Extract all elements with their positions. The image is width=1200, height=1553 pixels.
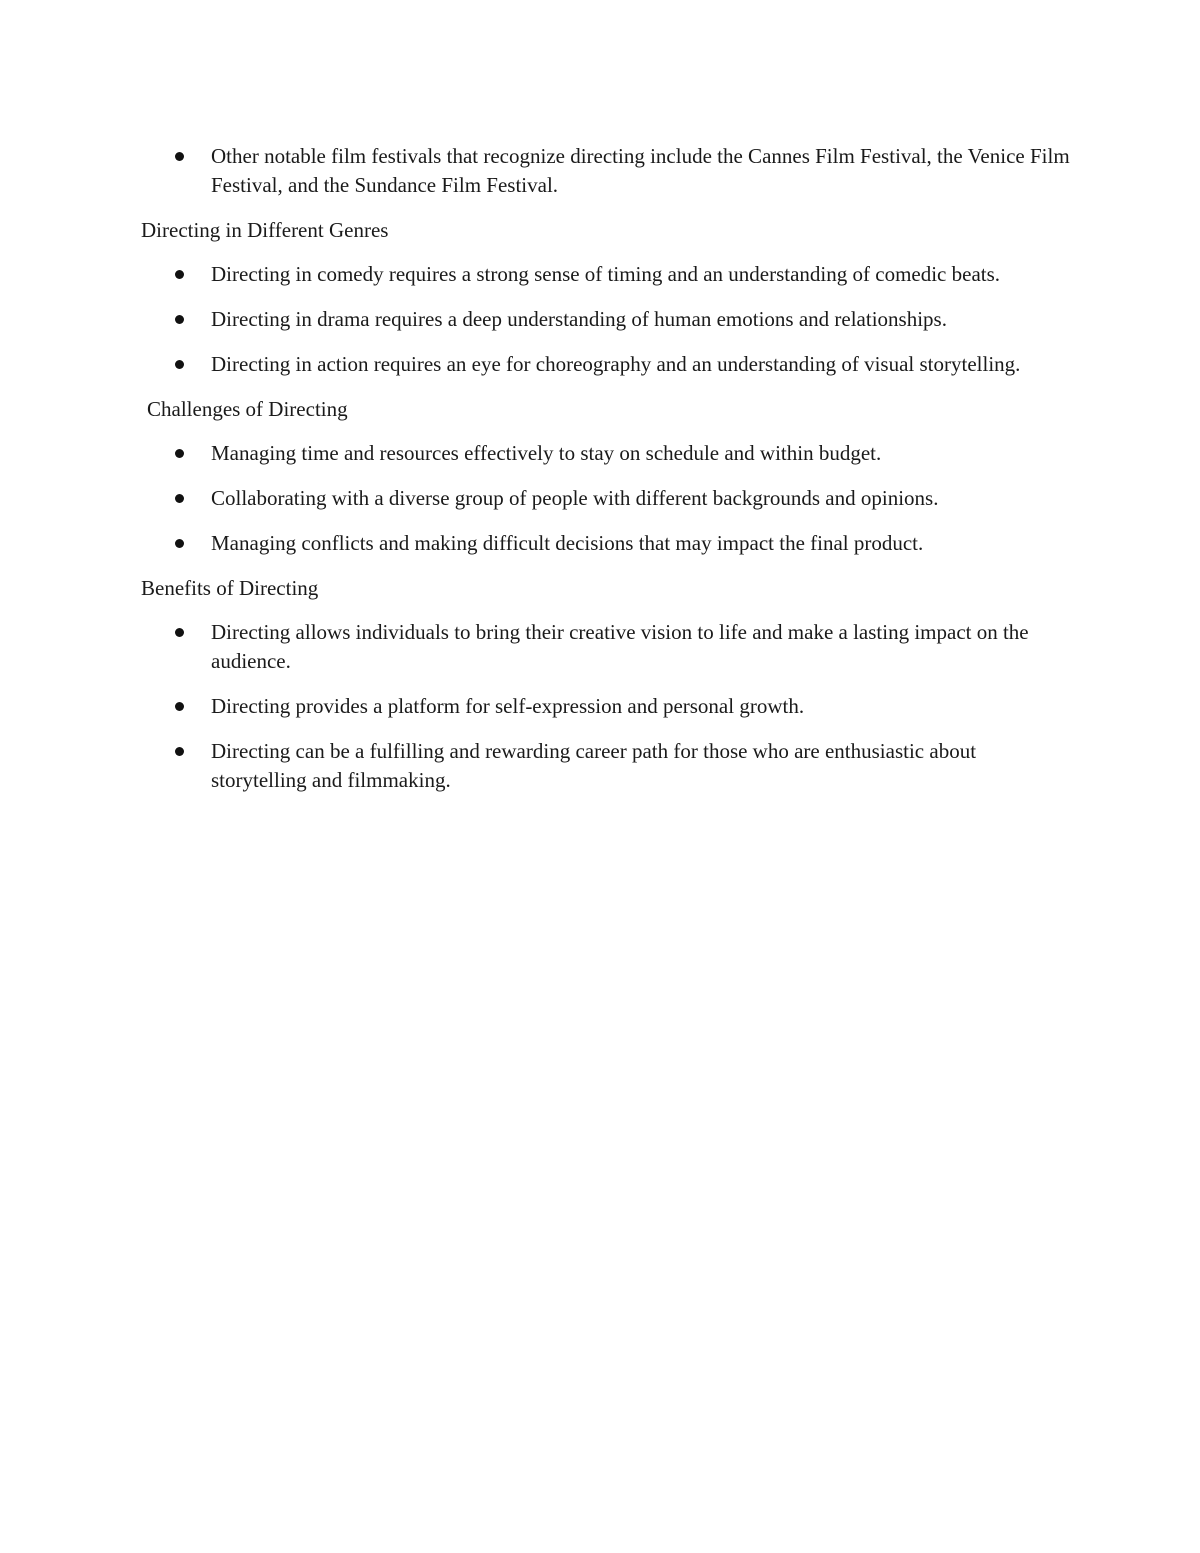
list-item-text: Managing time and resources effectively to stay on schedule and within budget. [211,441,882,465]
bullet-list-festivals [141,142,1071,200]
document-body [141,142,1071,811]
bullet-icon [175,702,184,711]
list-item-text: Managing conflicts and making difficult decisions that may impact the final product. [211,531,924,555]
section-heading-genres: Directing in Different Genres [141,218,389,242]
bullet-icon [175,152,184,161]
section-heading-challenges: Challenges of Directing [147,397,348,421]
bullet-icon [175,270,184,279]
section-heading-benefits: Benefits of Directing [141,576,319,600]
list-item [141,484,1071,513]
list-item [141,692,1071,721]
bullet-icon [175,539,184,548]
list-item-text: Directing can be a fulfilling and rewarding career path for those who are enthusiastic about storytelling and filmmaking. [211,739,977,792]
bullet-list-challenges [141,439,1071,558]
list-item-text: Directing provides a platform for self-expression and personal growth. [211,694,805,718]
list-item-text: Directing allows individuals to bring their creative vision to life and make a lasting impact on the audience. [211,620,1029,673]
list-item [141,737,1071,795]
list-item-text: Directing in action requires an eye for choreography and an understanding of visual storytelling. [211,352,1021,376]
bullet-icon [175,628,184,637]
list-item [141,529,1071,558]
list-item [141,618,1071,676]
list-item-text: Other notable film festivals that recognize directing include the Cannes Film Festival, the Venice Film Festival, and the Sundance Film Festival. [211,144,1070,197]
list-item [141,439,1071,468]
list-item [141,350,1071,379]
list-item [141,142,1071,200]
list-item [141,305,1071,334]
list-item-text: Collaborating with a diverse group of people with different backgrounds and opinions. [211,486,939,510]
list-item-text: Directing in drama requires a deep understanding of human emotions and relationships. [211,307,947,331]
list-item-text: Directing in comedy requires a strong sense of timing and an understanding of comedic beats. [211,262,1001,286]
bullet-icon [175,494,184,503]
bullet-icon [175,360,184,369]
bullet-icon [175,747,184,756]
list-item [141,260,1071,289]
bullet-list-genres [141,260,1071,379]
bullet-icon [175,315,184,324]
bullet-icon [175,449,184,458]
bullet-list-benefits [141,618,1071,795]
